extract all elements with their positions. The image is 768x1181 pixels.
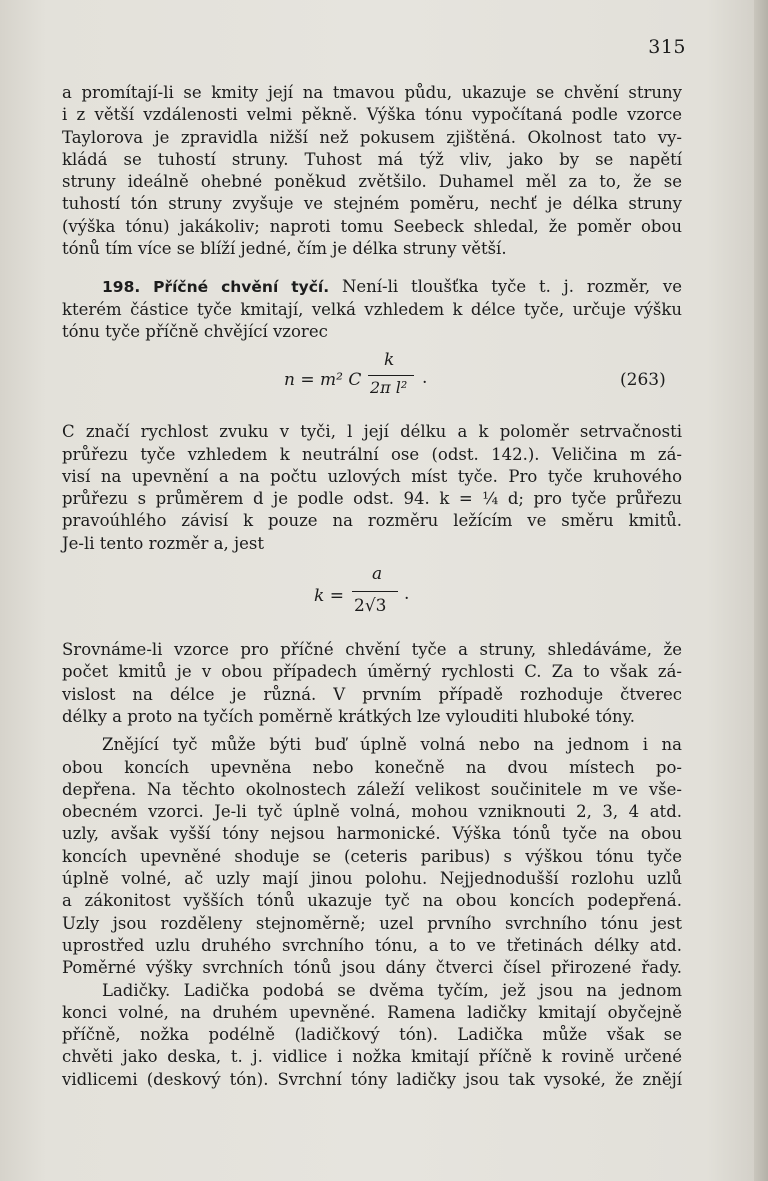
text-line: tuhostí tón struny zvyšuje ve stejném poměru, nechť je délka struny bbox=[62, 194, 682, 214]
text-line: délky a proto na tyčích poměrně krátkých lze vylouditi hluboké tóny. bbox=[62, 706, 636, 726]
formula-k bbox=[62, 561, 682, 635]
text-line: kterém částice tyče kmitají, velká vzhledem k délce tyče, určuje výšku bbox=[62, 299, 682, 319]
text-line: visí na upevnění a na počtu uzlových míst tyče. Pro tyče kruhového bbox=[62, 466, 682, 486]
fraction-bar bbox=[352, 591, 398, 592]
text-line: (výška tónu) jakákoliv; naproti tomu Seebeck shledal, že poměr obou bbox=[62, 216, 682, 236]
text-line: a promítají-li se kmity její na tmavou půdu, ukazuje se chvění struny bbox=[62, 83, 682, 102]
text-line: počet kmitů je v obou případech úměrný rychlosti C. Za to však zá- bbox=[62, 662, 682, 682]
formula-period: . bbox=[404, 584, 410, 605]
page-body bbox=[62, 82, 682, 1091]
text-line: a zákonitost vyšších tónů ukazuje tyč na obou koncích podepřená. bbox=[62, 891, 682, 911]
text-line: průřezu s průměrem d je podle odst. 94. k = ¼ d; pro tyče průřezu bbox=[62, 489, 682, 509]
section-number: 198. bbox=[102, 278, 141, 297]
formula-period: . bbox=[422, 368, 428, 389]
page-number: 315 bbox=[648, 36, 686, 58]
text-line: konci volné, na druhém upevněné. Ramena ladičky kmitají obyčejně bbox=[62, 1002, 682, 1022]
paragraph-variables bbox=[62, 421, 682, 555]
equation-number: (263) bbox=[620, 370, 666, 391]
text-line: tónu tyče příčně chvějící vzorec bbox=[62, 321, 328, 341]
intro-paragraph bbox=[62, 82, 682, 260]
paragraph-tuning-fork bbox=[62, 980, 682, 1091]
text-line: struny ideálně ohebné poněkud zvětšilo. Duhamel měl za to, že se bbox=[62, 172, 682, 192]
text-line: tónů tím více se blíží jedné, čím je délka struny větší. bbox=[62, 239, 507, 259]
text-line: uprostřed uzlu druhého svrchního tónu, a to ve třetinách délky atd. bbox=[62, 935, 682, 955]
text-line: obou koncích upevněna nebo konečně na dvou místech po- bbox=[62, 757, 682, 777]
text-line: koncích upevněné shoduje se (ceteris paribus) s výškou tónu tyče bbox=[62, 846, 682, 866]
text-line: Uzly jsou rozděleny stejnoměrně; uzel prvního svrchního tónu jest bbox=[62, 913, 682, 933]
text-line: příčně, nožka podélně (ladičkový tón). Ladička může však se bbox=[62, 1025, 682, 1045]
formula-263 bbox=[62, 347, 682, 417]
text-line: Srovnáme-li vzorce pro příčné chvění tyče a struny, shledáváme, že bbox=[62, 640, 682, 660]
text-line: průřezu tyče vzhledem k neutrální ose (odst. 142.). Veličina m zá- bbox=[62, 444, 682, 464]
text-line: Poměrné výšky svrchních tónů jsou dány čtverci čísel přirozené řady. bbox=[62, 958, 682, 978]
text-line: obecném vzorci. Je-li tyč úplně volná, mohou vzniknouti 2, 3, 4 atd. bbox=[62, 802, 682, 822]
text-line: Není-li tloušťka tyče t. j. rozměr, ve bbox=[341, 277, 682, 297]
formula-denominator: 2π l² bbox=[370, 378, 408, 398]
formula-denominator: 2√3 bbox=[354, 596, 387, 617]
book-spine-shadow bbox=[754, 0, 768, 1181]
text-line: Taylorova je zpravidla nižší než pokusem zjištěná. Okolnost tato vy- bbox=[62, 127, 682, 147]
text-line: vislost na délce je různá. V prvním případě rozhoduje čtverec bbox=[62, 684, 682, 704]
text-line: Znějící tyč může býti buď úplně volná nebo na jednom i na bbox=[102, 735, 682, 755]
section-198 bbox=[62, 276, 682, 343]
paragraph-sounding-bar bbox=[62, 734, 682, 979]
text-line: C značí rychlost zvuku v tyči, l její délku a k poloměr setrvačnosti bbox=[62, 422, 682, 442]
text-line: Je-li tento rozměr a, jest bbox=[62, 533, 264, 553]
section-title: Příčné chvění tyčí. bbox=[153, 278, 330, 297]
formula-lhs: k = bbox=[314, 586, 344, 607]
text-line: úplně volné, ač uzly mají jinou polohu. Nejjednodušší rozlohu uzlů bbox=[62, 869, 682, 889]
text-line: uzly, avšak vyšší tóny nejsou harmonické. Výška tónů tyče na obou bbox=[62, 824, 682, 844]
text-line: depřena. Na těchto okolnostech záleží velikost součinitele m ve vše- bbox=[62, 779, 682, 799]
formula-numerator: a bbox=[372, 564, 383, 585]
text-line: i z větší vzdálenosti velmi pěkně. Výška tónu vypočítaná podle vzorce bbox=[62, 105, 682, 125]
text-line: kládá se tuhostí struny. Tuhost má týž vliv, jako by se napětí bbox=[62, 149, 682, 169]
fraction-bar bbox=[368, 375, 414, 376]
paragraph-comparison bbox=[62, 639, 682, 728]
section-heading-line bbox=[62, 276, 682, 298]
formula-lhs: n = m² C bbox=[284, 370, 362, 391]
text-line: chvěti jako deska, t. j. vidlice i nožka kmitají příčně k rovině určené bbox=[62, 1047, 682, 1067]
text-line: Ladičky. Ladička podobá se dvěma tyčím, jež jsou na jednom bbox=[102, 980, 682, 1000]
text-line: pravoúhlého závisí k pouze na rozměru ležícím ve směru kmitů. bbox=[62, 511, 682, 531]
formula-numerator: k bbox=[384, 350, 395, 371]
text-line: vidlicemi (deskový tón). Svrchní tóny ladičky jsou tak vysoké, že znějí bbox=[62, 1069, 682, 1089]
